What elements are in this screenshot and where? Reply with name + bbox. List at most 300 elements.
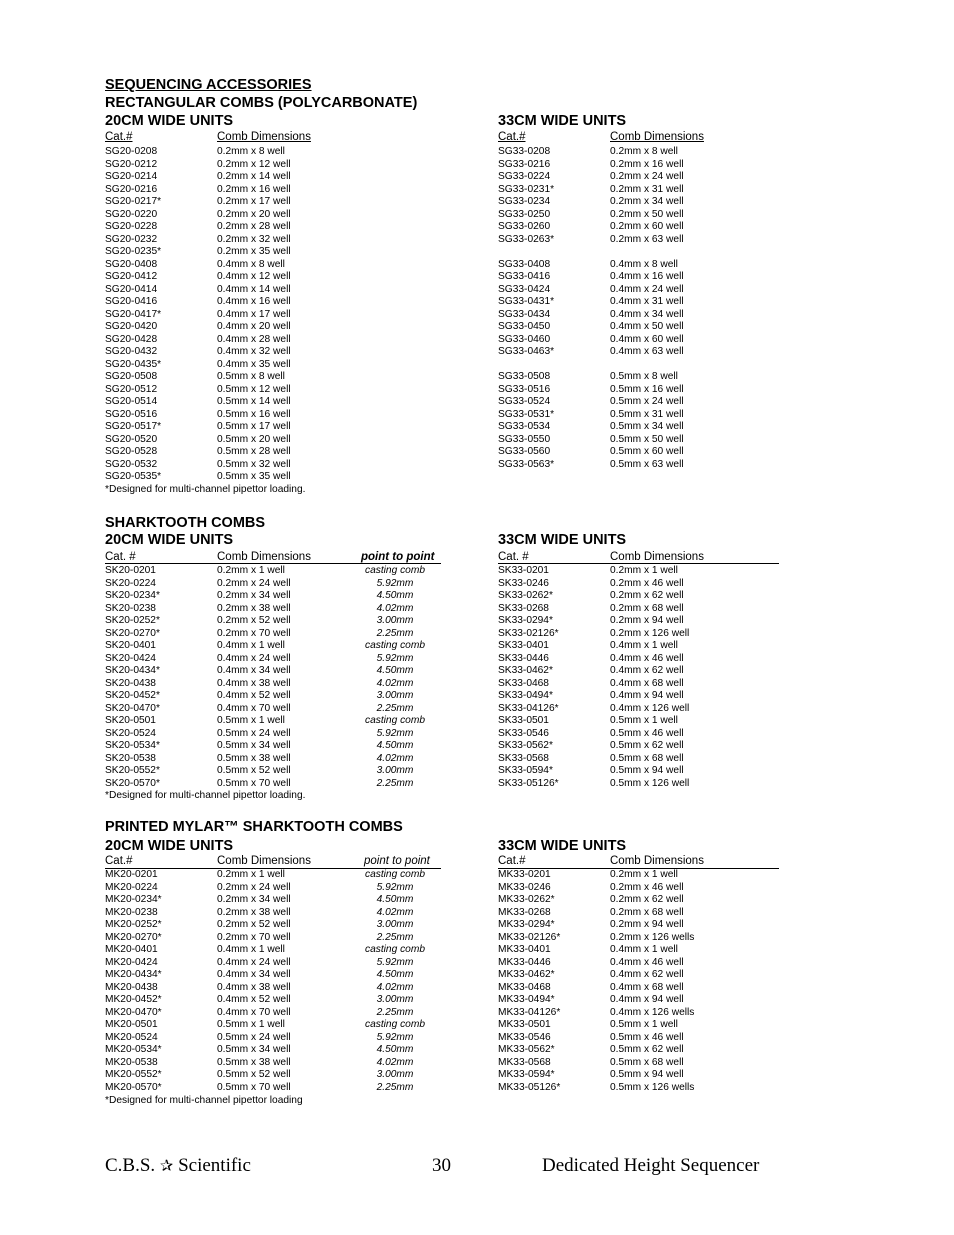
cat-number: SG20-0412 <box>105 271 158 282</box>
document-title: Dedicated Height Sequencer <box>542 1155 760 1176</box>
comb-dimensions: 0.2mm x 38 well <box>217 906 291 918</box>
comb-dimensions: 0.2mm x 52 well <box>217 919 291 930</box>
header-rule <box>105 563 441 564</box>
comb-dimensions: 0.5mm x 34 well <box>217 1044 291 1055</box>
comb-dimensions: 0.5mm x 24 well <box>610 396 684 407</box>
comb-dimensions: 0.5mm x 70 well <box>217 777 291 789</box>
point-to-point: 4.02mm <box>376 906 414 918</box>
brand-name: C.B.S. <box>105 1155 156 1176</box>
comb-dimensions: 0.4mm x 12 well <box>217 271 291 282</box>
comb-dimensions: 0.5mm x 8 well <box>217 371 285 382</box>
header-rule <box>498 563 779 564</box>
comb-dimensions: 0.5mm x 68 well <box>610 752 684 764</box>
point-to-point: 4.50mm <box>376 665 414 676</box>
comb-dimensions: 0.2mm x 46 well <box>610 577 684 589</box>
point-to-point: 4.50mm <box>376 969 414 980</box>
comb-dimensions: 0.2mm x 70 well <box>217 627 291 639</box>
cat-number: MK33-0462* <box>498 969 555 980</box>
comb-dimensions: 0.4mm x 68 well <box>610 981 684 993</box>
comb-dimensions: 0.4mm x 24 well <box>610 283 684 295</box>
cat-number: MK20-0452* <box>105 994 162 1005</box>
column-header-dimensions: Comb Dimensions <box>610 131 704 143</box>
cat-number: SK33-04126* <box>498 702 559 714</box>
unit-heading-20cm: 20CM WIDE UNITS <box>105 532 234 548</box>
cat-number: SK20-0201 <box>105 565 156 576</box>
comb-dimensions: 0.2mm x 17 well <box>217 196 291 207</box>
comb-dimensions: 0.4mm x 28 well <box>217 333 291 345</box>
cat-number: SK33-0401 <box>498 640 549 651</box>
comb-dimensions: 0.5mm x 24 well <box>217 727 291 739</box>
comb-dimensions: 0.4mm x 94 well <box>610 994 684 1005</box>
comb-dimensions: 0.5mm x 35 well <box>217 471 291 482</box>
point-to-point: 2.25mm <box>376 931 414 943</box>
cat-number: MK20-0524 <box>105 1031 158 1043</box>
cat-number: SK20-0524 <box>105 727 156 739</box>
comb-dimensions: 0.4mm x 17 well <box>217 308 291 320</box>
point-to-point: casting comb <box>364 869 426 880</box>
cat-number: MK20-0501 <box>105 1019 158 1030</box>
cat-number: SK20-0401 <box>105 640 156 651</box>
point-to-point: 4.50mm <box>376 894 414 905</box>
cat-number: SG20-0535* <box>105 471 162 482</box>
point-to-point: 4.02mm <box>376 1056 414 1068</box>
point-to-point: 2.25mm <box>376 702 414 714</box>
comb-dimensions: 0.2mm x 46 well <box>610 881 684 893</box>
comb-dimensions: 0.4mm x 46 well <box>610 652 684 664</box>
comb-dimensions: 0.2mm x 14 well <box>217 171 291 182</box>
cat-number: MK33-04126* <box>498 1006 561 1018</box>
cat-number: SG33-0508 <box>498 371 551 382</box>
cat-number: SK20-0570* <box>105 777 160 789</box>
point-to-point: 4.50mm <box>376 740 414 751</box>
cat-number: MK20-0238 <box>105 906 158 918</box>
cat-number: SG33-0560 <box>498 446 551 457</box>
cat-number: SK33-0262* <box>498 590 553 601</box>
cat-number: SK20-0252* <box>105 615 160 626</box>
cat-number: SK33-0594* <box>498 765 553 776</box>
point-to-point: 3.00mm <box>376 1069 414 1080</box>
cat-number: MK33-0546 <box>498 1031 551 1043</box>
comb-dimensions: 0.2mm x 24 well <box>217 881 291 893</box>
column-header-dimensions: Comb Dimensions <box>217 131 311 143</box>
comb-dimensions: 0.2mm x 12 well <box>217 158 291 170</box>
cat-number: SG33-0463* <box>498 346 555 357</box>
point-to-point: 2.25mm <box>376 777 414 789</box>
cat-number: MK20-0534* <box>105 1044 162 1055</box>
cat-number: MK20-0434* <box>105 969 162 980</box>
comb-dimensions: 0.2mm x 62 well <box>610 590 684 601</box>
comb-dimensions: 0.4mm x 16 well <box>610 271 684 282</box>
comb-dimensions: 0.5mm x 52 well <box>217 765 291 776</box>
cat-number: SG20-0508 <box>105 371 158 382</box>
cat-number: SG20-0520 <box>105 433 158 445</box>
comb-dimensions: 0.4mm x 34 well <box>610 308 684 320</box>
comb-dimensions: 0.4mm x 62 well <box>610 665 684 676</box>
comb-dimensions: 0.2mm x 60 well <box>610 221 684 232</box>
comb-dimensions: 0.4mm x 8 well <box>610 258 678 270</box>
comb-dimensions: 0.2mm x 94 well <box>610 615 684 626</box>
cat-number: SK20-0438 <box>105 677 156 689</box>
point-to-point: 3.00mm <box>376 615 414 626</box>
cat-number: MK33-0568 <box>498 1056 551 1068</box>
cat-number: SK20-0424 <box>105 652 156 664</box>
comb-dimensions: 0.2mm x 52 well <box>217 615 291 626</box>
cat-number: SK20-0224 <box>105 577 156 589</box>
cat-number: SG20-0214 <box>105 171 158 182</box>
cat-number: SK33-0462* <box>498 665 553 676</box>
point-to-point: casting comb <box>364 715 426 726</box>
comb-dimensions: 0.4mm x 32 well <box>217 346 291 357</box>
comb-dimensions: 0.2mm x 62 well <box>610 894 684 905</box>
cat-number: SK33-0468 <box>498 677 549 689</box>
comb-dimensions: 0.2mm x 38 well <box>217 602 291 614</box>
comb-dimensions: 0.5mm x 1 well <box>610 1019 678 1030</box>
cat-number: SK20-0538 <box>105 752 156 764</box>
cat-number: SK33-0246 <box>498 577 549 589</box>
cat-number: SG20-0517* <box>105 421 162 432</box>
comb-dimensions: 0.2mm x 34 well <box>217 894 291 905</box>
point-to-point: 2.25mm <box>376 1006 414 1018</box>
cat-number: SG33-0224 <box>498 171 551 182</box>
comb-dimensions: 0.2mm x 68 well <box>610 906 684 918</box>
cat-number: SG20-0220 <box>105 208 158 220</box>
comb-dimensions: 0.2mm x 1 well <box>217 869 285 880</box>
cat-number: SG33-0216 <box>498 158 551 170</box>
cat-number: SK33-0494* <box>498 690 553 701</box>
cat-number: SK20-0552* <box>105 765 160 776</box>
point-to-point: casting comb <box>364 565 426 576</box>
comb-dimensions: 0.2mm x 8 well <box>217 146 285 157</box>
star-icon: ✰ <box>159 1156 174 1175</box>
cat-number: SG20-0420 <box>105 321 158 332</box>
comb-dimensions: 0.4mm x 16 well <box>217 296 291 307</box>
comb-dimensions: 0.4mm x 46 well <box>610 956 684 968</box>
comb-dimensions: 0.5mm x 17 well <box>217 421 291 432</box>
cat-number: SG20-0516 <box>105 408 158 420</box>
cat-number: SK20-0234* <box>105 590 160 601</box>
cat-number: SG20-0414 <box>105 283 158 295</box>
cat-number: SG20-0532 <box>105 458 158 470</box>
cat-number: MK33-0201 <box>498 869 551 880</box>
cat-number: SK33-0446 <box>498 652 549 664</box>
cat-number: SK20-0501 <box>105 715 156 726</box>
cat-number: SK20-0238 <box>105 602 156 614</box>
comb-dimensions: 0.4mm x 60 well <box>610 333 684 345</box>
footnote: *Designed for multi-channel pipettor loading. <box>105 790 306 801</box>
cat-number: MK20-0438 <box>105 981 158 993</box>
point-to-point: 3.00mm <box>376 994 414 1005</box>
cat-number: SG20-0217* <box>105 196 162 207</box>
cat-number: MK33-0594* <box>498 1069 555 1080</box>
cat-number: MK20-0424 <box>105 956 158 968</box>
cat-number: SG20-0528 <box>105 446 158 457</box>
footnote: *Designed for multi-channel pipettor loading <box>105 1095 303 1106</box>
cat-number: SG20-0235* <box>105 246 162 257</box>
cat-number: MK33-0246 <box>498 881 551 893</box>
point-to-point: 3.00mm <box>376 919 414 930</box>
comb-dimensions: 0.2mm x 24 well <box>610 171 684 182</box>
column-header-cat: Cat.# <box>105 131 133 143</box>
cat-number: SG20-0216 <box>105 183 158 195</box>
comb-dimensions: 0.2mm x 32 well <box>217 233 291 245</box>
comb-dimensions: 0.5mm x 63 well <box>610 458 684 470</box>
cat-number: MK20-0270* <box>105 931 162 943</box>
comb-dimensions: 0.4mm x 62 well <box>610 969 684 980</box>
comb-dimensions: 0.2mm x 70 well <box>217 931 291 943</box>
point-to-point: 5.92mm <box>376 956 414 968</box>
comb-dimensions: 0.5mm x 60 well <box>610 446 684 457</box>
comb-dimensions: 0.4mm x 94 well <box>610 690 684 701</box>
comb-dimensions: 0.2mm x 126 wells <box>610 931 695 943</box>
cat-number: SG33-0550 <box>498 433 551 445</box>
comb-dimensions: 0.2mm x 1 well <box>217 565 285 576</box>
section-title-mylar: PRINTED MYLAR™ SHARKTOOTH COMBS <box>105 819 403 835</box>
cat-number: SG33-0431* <box>498 296 555 307</box>
comb-dimensions: 0.4mm x 20 well <box>217 321 291 332</box>
cat-number: MK33-0501 <box>498 1019 551 1030</box>
cat-number: SG20-0416 <box>105 296 158 307</box>
column-header-dimensions: Comb Dimensions <box>610 855 704 867</box>
comb-dimensions: 0.5mm x 38 well <box>217 1056 291 1068</box>
comb-dimensions: 0.2mm x 20 well <box>217 208 291 220</box>
cat-number: SG20-0514 <box>105 396 158 407</box>
cat-number: MK33-0262* <box>498 894 555 905</box>
comb-dimensions: 0.5mm x 20 well <box>217 433 291 445</box>
comb-dimensions: 0.5mm x 46 well <box>610 1031 684 1043</box>
cat-number: SK20-0470* <box>105 702 160 714</box>
comb-dimensions: 0.5mm x 1 well <box>217 715 285 726</box>
comb-dimensions: 0.5mm x 28 well <box>217 446 291 457</box>
cat-number: MK20-0252* <box>105 919 162 930</box>
cat-number: SK33-0546 <box>498 727 549 739</box>
cat-number: SG33-0208 <box>498 146 551 157</box>
column-header-cat: Cat.# <box>498 855 526 867</box>
comb-dimensions: 0.5mm x 126 well <box>610 777 690 789</box>
point-to-point: 5.92mm <box>376 727 414 739</box>
comb-dimensions: 0.2mm x 28 well <box>217 221 291 232</box>
cat-number: SG33-0231* <box>498 183 555 195</box>
comb-dimensions: 0.5mm x 50 well <box>610 433 684 445</box>
cat-number: SG33-0434 <box>498 308 551 320</box>
comb-dimensions: 0.4mm x 31 well <box>610 296 684 307</box>
footer-brand <box>105 1154 251 1178</box>
cat-number: MK20-0401 <box>105 944 158 955</box>
comb-dimensions: 0.2mm x 34 well <box>217 590 291 601</box>
cat-number: MK33-05126* <box>498 1081 561 1093</box>
comb-dimensions: 0.2mm x 16 well <box>217 183 291 195</box>
cat-number: MK20-0538 <box>105 1056 158 1068</box>
cat-number: SK33-0568 <box>498 752 549 764</box>
comb-dimensions: 0.5mm x 16 well <box>217 408 291 420</box>
point-to-point: 4.02mm <box>376 602 414 614</box>
cat-number: MK33-02126* <box>498 931 561 943</box>
cat-number: MK33-0446 <box>498 956 551 968</box>
cat-number: SK20-0452* <box>105 690 160 701</box>
point-to-point: 4.02mm <box>376 752 414 764</box>
comb-dimensions: 0.2mm x 8 well <box>610 146 678 157</box>
cat-number: SK33-0201 <box>498 565 549 576</box>
comb-dimensions: 0.5mm x 31 well <box>610 408 684 420</box>
page-number: 30 <box>432 1155 451 1176</box>
comb-dimensions: 0.5mm x 70 well <box>217 1081 291 1093</box>
comb-dimensions: 0.4mm x 34 well <box>217 665 291 676</box>
cat-number: SG20-0232 <box>105 233 158 245</box>
comb-dimensions: 0.4mm x 35 well <box>217 358 291 370</box>
comb-dimensions: 0.5mm x 52 well <box>217 1069 291 1080</box>
cat-number: SG33-0263* <box>498 233 555 245</box>
comb-dimensions: 0.5mm x 12 well <box>217 383 291 395</box>
comb-dimensions: 0.4mm x 1 well <box>217 640 285 651</box>
point-to-point: 4.50mm <box>376 590 414 601</box>
comb-dimensions: 0.5mm x 1 well <box>610 715 678 726</box>
cat-number: SK20-0270* <box>105 627 160 639</box>
point-to-point: casting comb <box>364 944 426 955</box>
point-to-point: 2.25mm <box>376 627 414 639</box>
cat-number: SG20-0212 <box>105 158 158 170</box>
cat-number: SG33-0534 <box>498 421 551 432</box>
comb-dimensions: 0.4mm x 50 well <box>610 321 684 332</box>
column-header-dimensions: Comb Dimensions <box>217 551 311 563</box>
comb-dimensions: 0.5mm x 14 well <box>217 396 291 407</box>
brand-suffix: Scientific <box>178 1155 251 1176</box>
point-to-point: 5.92mm <box>376 881 414 893</box>
cat-number: SG33-0260 <box>498 221 551 232</box>
comb-dimensions: 0.4mm x 52 well <box>217 690 291 701</box>
point-to-point: 2.25mm <box>376 1081 414 1093</box>
comb-dimensions: 0.4mm x 34 well <box>217 969 291 980</box>
cat-number: SG33-0408 <box>498 258 551 270</box>
unit-heading-33cm: 33CM WIDE UNITS <box>498 532 627 548</box>
cat-number: MK33-0268 <box>498 906 551 918</box>
point-to-point: 5.92mm <box>376 652 414 664</box>
cat-number: SG33-0250 <box>498 208 551 220</box>
unit-heading-33cm: 33CM WIDE UNITS <box>498 838 627 854</box>
cat-number: SK33-0501 <box>498 715 549 726</box>
comb-dimensions: 0.5mm x 24 well <box>217 1031 291 1043</box>
unit-heading-20cm: 20CM WIDE UNITS <box>105 113 234 129</box>
comb-dimensions: 0.2mm x 68 well <box>610 602 684 614</box>
cat-number: SG20-0512 <box>105 383 158 395</box>
comb-dimensions: 0.5mm x 38 well <box>217 752 291 764</box>
comb-dimensions: 0.4mm x 38 well <box>217 981 291 993</box>
cat-number: MK33-0562* <box>498 1044 555 1055</box>
section-title-sharktooth: SHARKTOOTH COMBS <box>105 515 266 531</box>
cat-number: SK33-0294* <box>498 615 553 626</box>
cat-number: MK33-0468 <box>498 981 551 993</box>
point-to-point: casting comb <box>364 640 426 651</box>
cat-number: SK33-0562* <box>498 740 553 751</box>
comb-dimensions: 0.4mm x 70 well <box>217 1006 291 1018</box>
cat-number: SK33-02126* <box>498 627 559 639</box>
comb-dimensions: 0.4mm x 52 well <box>217 994 291 1005</box>
comb-dimensions: 0.5mm x 126 wells <box>610 1081 695 1093</box>
comb-dimensions: 0.4mm x 24 well <box>217 956 291 968</box>
comb-dimensions: 0.2mm x 50 well <box>610 208 684 220</box>
cat-number: SG20-0208 <box>105 146 158 157</box>
comb-dimensions: 0.4mm x 126 well <box>610 702 690 714</box>
comb-dimensions: 0.5mm x 62 well <box>610 1044 684 1055</box>
cat-number: SG33-0416 <box>498 271 551 282</box>
column-header-cat: Cat. # <box>105 551 136 563</box>
point-to-point: casting comb <box>364 1019 426 1030</box>
point-to-point: 3.00mm <box>376 765 414 776</box>
cat-number: MK20-0570* <box>105 1081 162 1093</box>
comb-dimensions: 0.5mm x 16 well <box>610 383 684 395</box>
column-header-point-to-point: point to point <box>361 551 435 563</box>
subtitle-rectangular-combs: RECTANGULAR COMBS (POLYCARBONATE) <box>105 95 418 111</box>
comb-dimensions: 0.5mm x 1 well <box>217 1019 285 1030</box>
comb-dimensions: 0.2mm x 31 well <box>610 183 684 195</box>
comb-dimensions: 0.5mm x 32 well <box>217 458 291 470</box>
footnote: *Designed for multi-channel pipettor loading. <box>105 484 306 495</box>
cat-number: SG20-0435* <box>105 358 162 370</box>
comb-dimensions: 0.5mm x 46 well <box>610 727 684 739</box>
comb-dimensions: 0.4mm x 1 well <box>610 640 678 651</box>
point-to-point: 5.92mm <box>376 577 414 589</box>
column-header-cat: Cat.# <box>105 855 133 867</box>
comb-dimensions: 0.5mm x 34 well <box>217 740 291 751</box>
cat-number: SG33-0460 <box>498 333 551 345</box>
cat-number: MK20-0224 <box>105 881 158 893</box>
cat-number: SG33-0524 <box>498 396 551 407</box>
cat-number: SG33-0424 <box>498 283 551 295</box>
comb-dimensions: 0.2mm x 1 well <box>610 565 678 576</box>
comb-dimensions: 0.2mm x 94 well <box>610 919 684 930</box>
comb-dimensions: 0.4mm x 126 wells <box>610 1006 695 1018</box>
comb-dimensions: 0.2mm x 34 well <box>610 196 684 207</box>
comb-dimensions: 0.5mm x 34 well <box>610 421 684 432</box>
column-header-cat: Cat.# <box>498 131 526 143</box>
cat-number: SK20-0534* <box>105 740 160 751</box>
comb-dimensions: 0.4mm x 1 well <box>610 944 678 955</box>
cat-number: SK20-0434* <box>105 665 160 676</box>
cat-number: MK20-0470* <box>105 1006 162 1018</box>
point-to-point: 4.50mm <box>376 1044 414 1055</box>
comb-dimensions: 0.4mm x 1 well <box>217 944 285 955</box>
cat-number: SG33-0516 <box>498 383 551 395</box>
comb-dimensions: 0.2mm x 24 well <box>217 577 291 589</box>
comb-dimensions: 0.4mm x 38 well <box>217 677 291 689</box>
cat-number: SG20-0417* <box>105 308 162 320</box>
cat-number: SG20-0432 <box>105 346 158 357</box>
cat-number: SG20-0428 <box>105 333 158 345</box>
cat-number: MK33-0401 <box>498 944 551 955</box>
comb-dimensions: 0.5mm x 94 well <box>610 765 684 776</box>
comb-dimensions: 0.4mm x 24 well <box>217 652 291 664</box>
column-header-point-to-point: point to point <box>364 855 430 867</box>
unit-heading-33cm: 33CM WIDE UNITS <box>498 113 627 129</box>
section-title-sequencing: SEQUENCING ACCESSORIES <box>105 77 312 93</box>
cat-number: SG33-0563* <box>498 458 555 470</box>
cat-number: MK33-0294* <box>498 919 555 930</box>
comb-dimensions: 0.2mm x 35 well <box>217 246 291 257</box>
comb-dimensions: 0.2mm x 63 well <box>610 233 684 245</box>
point-to-point: 5.92mm <box>376 1031 414 1043</box>
column-header-dimensions: Comb Dimensions <box>217 855 311 867</box>
comb-dimensions: 0.5mm x 94 well <box>610 1069 684 1080</box>
comb-dimensions: 0.2mm x 126 well <box>610 627 690 639</box>
cat-number: SK33-05126* <box>498 777 559 789</box>
comb-dimensions: 0.5mm x 68 well <box>610 1056 684 1068</box>
cat-number: SG33-0234 <box>498 196 551 207</box>
comb-dimensions: 0.4mm x 70 well <box>217 702 291 714</box>
cat-number: MK20-0552* <box>105 1069 162 1080</box>
point-to-point: 4.02mm <box>376 677 414 689</box>
point-to-point: 4.02mm <box>376 981 414 993</box>
comb-dimensions: 0.2mm x 16 well <box>610 158 684 170</box>
column-header-cat: Cat. # <box>498 551 529 563</box>
comb-dimensions: 0.4mm x 8 well <box>217 258 285 270</box>
